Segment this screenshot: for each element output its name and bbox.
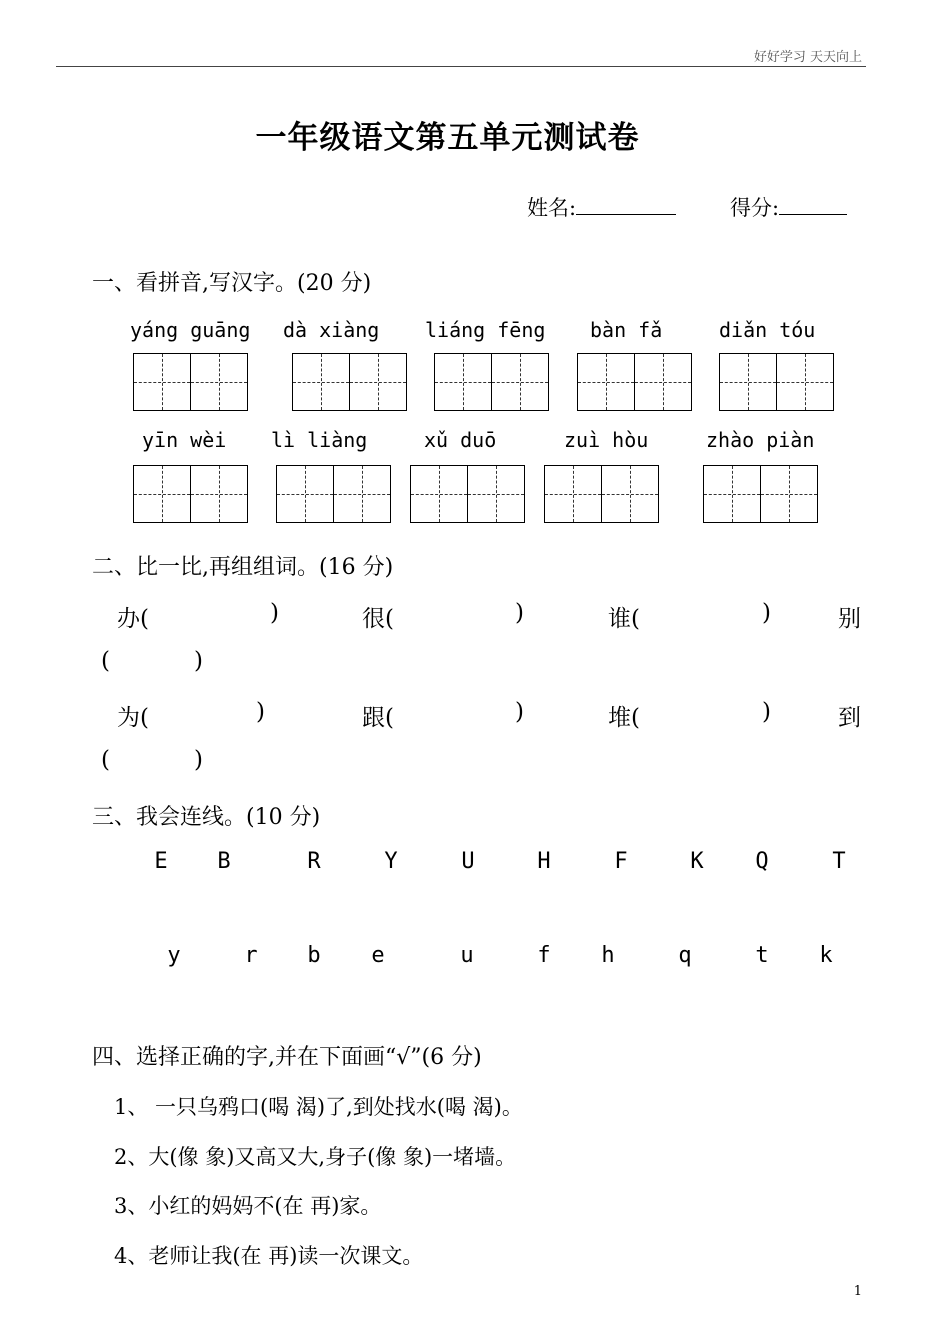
pinyin-1-3: liáng fēng [425, 318, 546, 342]
compare-item: 办( [117, 606, 149, 632]
lowercase-letter[interactable]: y [167, 943, 181, 968]
uppercase-letter[interactable]: F [614, 849, 628, 874]
name-blank[interactable] [576, 194, 676, 215]
compare-close: ) [194, 648, 203, 674]
compare-close: ) [515, 600, 524, 626]
grid-cell[interactable] [334, 465, 391, 523]
score-label: 得分: [730, 196, 780, 220]
grid-cell[interactable] [761, 465, 818, 523]
writing-grid[interactable] [719, 353, 834, 411]
writing-grid[interactable] [133, 353, 248, 411]
uppercase-letter[interactable]: H [537, 849, 551, 874]
writing-grid[interactable] [703, 465, 818, 523]
lowercase-letter[interactable]: u [460, 943, 474, 968]
compare-item: 为( [117, 705, 149, 731]
grid-cell[interactable] [276, 465, 334, 523]
grid-cell[interactable] [703, 465, 761, 523]
lowercase-letter[interactable]: f [537, 943, 551, 968]
section-1-heading: 一、看拼音,写汉字。(20 分) [92, 271, 372, 296]
writing-grid[interactable] [544, 465, 659, 523]
page-title: 一年级语文第五单元测试卷 [255, 120, 640, 156]
sentence-3: 3、小红的妈妈不(在 再)家。 [114, 1194, 382, 1218]
compare-close: ) [256, 699, 265, 725]
grid-cell[interactable] [350, 353, 407, 411]
sentence-2: 2、大(像 象)又高又大,身子(像 象)一堵墙。 [114, 1145, 517, 1169]
grid-cell[interactable] [635, 353, 692, 411]
section-3-heading: 三、我会连线。(10 分) [92, 805, 321, 830]
lowercase-letter[interactable]: h [601, 943, 615, 968]
uppercase-letter[interactable]: R [307, 849, 321, 874]
pinyin-2-4: zuì hòu [564, 428, 649, 452]
score-blank[interactable] [779, 194, 847, 215]
writing-grid[interactable] [577, 353, 692, 411]
grid-cell[interactable] [719, 353, 777, 411]
lowercase-letter[interactable]: e [371, 943, 385, 968]
writing-grid[interactable] [410, 465, 525, 523]
pinyin-1-5: diǎn tóu [719, 318, 816, 342]
compare-item: 堆( [608, 705, 640, 731]
compare-close: ) [194, 747, 203, 773]
lowercase-letter[interactable]: q [678, 943, 692, 968]
compare-close: ) [270, 600, 279, 626]
pinyin-1-4: bàn fǎ [590, 318, 663, 342]
lowercase-letter[interactable]: t [755, 943, 769, 968]
page-number: 1 [853, 1284, 862, 1299]
uppercase-letter[interactable]: B [217, 849, 231, 874]
grid-cell[interactable] [434, 353, 492, 411]
header-divider [56, 66, 866, 67]
name-label: 姓名: [527, 196, 577, 220]
lowercase-letter[interactable]: k [819, 943, 833, 968]
compare-item: 谁( [608, 606, 640, 632]
grid-cell[interactable] [492, 353, 549, 411]
grid-cell[interactable] [544, 465, 602, 523]
compare-item: 跟( [362, 705, 394, 731]
compare-close: ) [762, 600, 771, 626]
writing-grid[interactable] [133, 465, 248, 523]
grid-cell[interactable] [777, 353, 834, 411]
grid-cell[interactable] [410, 465, 468, 523]
uppercase-letter[interactable]: K [690, 849, 704, 874]
grid-cell[interactable] [191, 353, 248, 411]
pinyin-1-2: dà xiàng [283, 318, 380, 342]
grid-cell[interactable] [468, 465, 525, 523]
grid-cell[interactable] [191, 465, 248, 523]
name-field [527, 192, 676, 222]
score-field [730, 192, 847, 222]
uppercase-letter[interactable]: E [154, 849, 168, 874]
compare-item: 别 [838, 606, 861, 632]
section-4-heading: 四、选择正确的字,并在下面画“√”(6 分) [92, 1045, 482, 1070]
pinyin-2-3: xǔ duō [424, 428, 497, 452]
compare-open: ( [101, 648, 110, 674]
pinyin-2-1: yīn wèi [142, 428, 227, 452]
compare-open: ( [101, 747, 110, 773]
sentence-4: 4、老师让我(在 再)读一次课文。 [114, 1244, 424, 1268]
writing-grid[interactable] [276, 465, 391, 523]
pinyin-2-5: zhào piàn [706, 428, 815, 452]
grid-cell[interactable] [133, 465, 191, 523]
lowercase-letter[interactable]: r [244, 943, 258, 968]
uppercase-letter[interactable]: Y [384, 849, 398, 874]
uppercase-letter[interactable]: T [832, 849, 846, 874]
compare-close: ) [515, 699, 524, 725]
header-motto: 好好学习 天天向上 [753, 50, 862, 65]
lowercase-letter[interactable]: b [307, 943, 321, 968]
grid-cell[interactable] [602, 465, 659, 523]
compare-item: 很( [362, 606, 394, 632]
sentence-1: 1、 一只乌鸦口(喝 渴)了,到处找水(喝 渴)。 [114, 1095, 523, 1119]
pinyin-1-1: yáng guāng [130, 318, 251, 342]
writing-grid[interactable] [292, 353, 407, 411]
compare-item: 到 [838, 705, 861, 731]
compare-close: ) [762, 699, 771, 725]
pinyin-2-2: lì liàng [271, 428, 368, 452]
writing-grid[interactable] [434, 353, 549, 411]
uppercase-letter[interactable]: Q [755, 849, 769, 874]
grid-cell[interactable] [292, 353, 350, 411]
uppercase-letter[interactable]: U [461, 849, 475, 874]
section-2-heading: 二、比一比,再组组词。(16 分) [92, 555, 394, 580]
grid-cell[interactable] [133, 353, 191, 411]
grid-cell[interactable] [577, 353, 635, 411]
